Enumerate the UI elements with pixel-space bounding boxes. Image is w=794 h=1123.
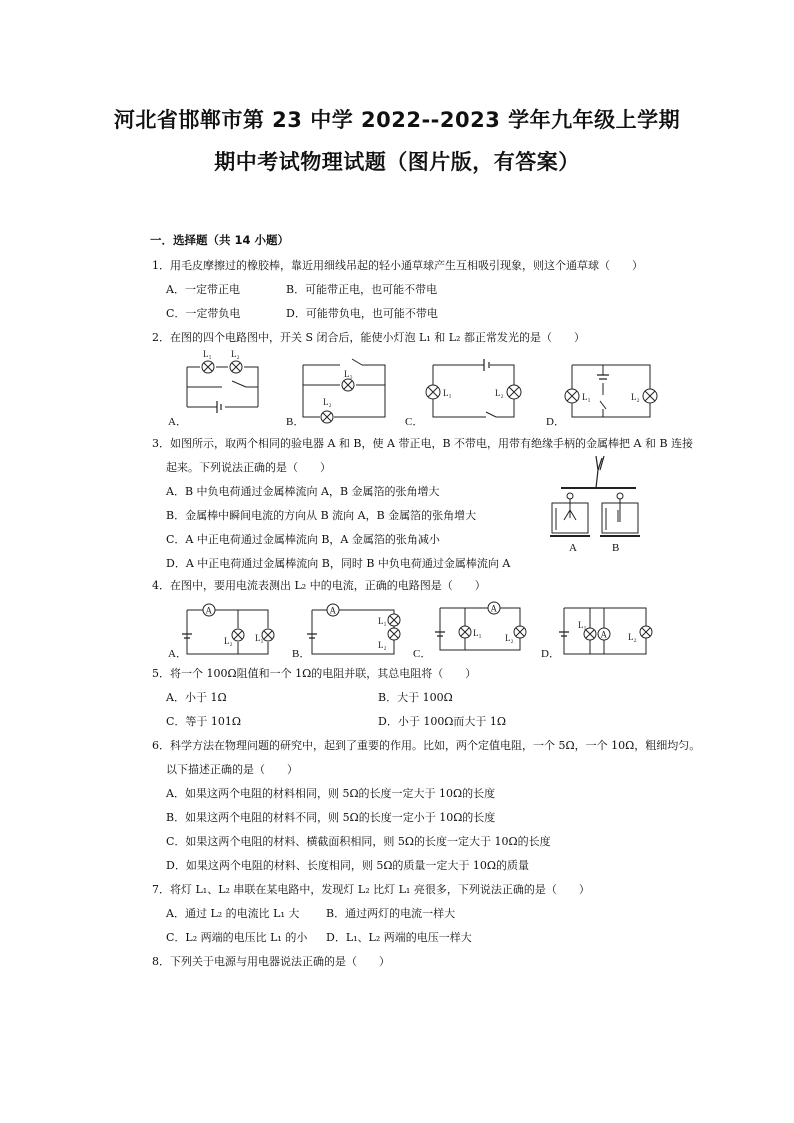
q3-option-c: C．A 中正电荷通过金属棒流向 B，A 金属箔的张角减小 xyxy=(166,533,440,546)
q2-label-d: D． xyxy=(546,416,565,428)
q2-a-l1: L₁ xyxy=(203,349,212,359)
q2-c-l1: L₁ xyxy=(443,388,452,398)
document-title-line1: 河北省邯郸市第 23 中学 2022--2023 学年九年级上学期 xyxy=(113,108,681,132)
q4-b-ammeter: A xyxy=(329,605,336,616)
q4-a-ammeter: A xyxy=(205,605,212,616)
q4-d-l1: L₁ xyxy=(578,620,587,630)
q6-option-d: D．如果这两个电阻的材料、长度相同，则 5Ω的质量一定大于 10Ω的质量 xyxy=(166,859,530,872)
q7-option-a: A．通过 L₂ 的电流比 L₁ 大 xyxy=(166,907,300,920)
section-heading: 一．选择题（共 14 小题） xyxy=(150,233,290,247)
q2-d-l2: L₂ xyxy=(631,392,640,402)
q4-circuit-a xyxy=(182,604,274,654)
q5-option-b: B．大于 100Ω xyxy=(378,691,453,704)
q3-figure-label-b: B xyxy=(612,542,620,554)
q2-label-a: A． xyxy=(168,416,187,428)
q4-c-ammeter: A xyxy=(490,603,497,614)
q4-b-l2: L₂ xyxy=(378,640,387,650)
q6-stem-2: 以下描述正确的是（ ） xyxy=(166,763,298,776)
q5-option-c: C．等于 101Ω xyxy=(166,715,242,728)
q2-circuit-a xyxy=(187,349,258,413)
q3-option-b: B．金属棒中瞬间电流的方向从 B 流向 A，B 金属箔的张角增大 xyxy=(166,509,477,522)
q2-b-l2: L₂ xyxy=(323,397,332,407)
q5-option-a: A．小于 1Ω xyxy=(166,691,227,704)
q3-option-a: A．B 中负电荷通过金属棒流向 A，B 金属箔的张角增大 xyxy=(166,485,440,498)
q2-label-c: C． xyxy=(405,416,424,428)
q3-figure-label-a: A xyxy=(569,542,577,554)
q2-c-l2: L₂ xyxy=(495,388,504,398)
q4-a-l2: L₂ xyxy=(224,636,233,646)
q2-circuit-c xyxy=(426,359,521,417)
q2-circuit-b xyxy=(303,359,385,423)
q2-circuits xyxy=(0,345,794,435)
q4-circuits xyxy=(0,596,794,666)
q2-d-l1: L₁ xyxy=(582,392,591,402)
q6-option-c: C．如果这两个电阻的材料、横截面积相同，则 5Ω的长度一定大于 10Ω的长度 xyxy=(166,835,551,848)
q7-option-b: B．通过两灯的电流一样大 xyxy=(326,907,456,920)
q6-option-a: A．如果这两个电阻的材料相同，则 5Ω的长度一定大于 10Ω的长度 xyxy=(166,787,496,800)
q4-label-a: A． xyxy=(168,648,187,660)
q4-b-l1: L₁ xyxy=(378,616,387,626)
q1-stem: 1．用毛皮摩擦过的橡胶棒，靠近用细线吊起的轻小通草球产生互相吸引现象，则这个通草球（ ） xyxy=(152,259,643,272)
q3-electroscope-figure xyxy=(546,448,646,548)
q4-c-l2: L₂ xyxy=(505,633,514,643)
q7-stem: 7．将灯 L₁、L₂ 串联在某电路中，发现灯 L₂ 比灯 L₁ 亮很多，下列说法正确的是（ ） xyxy=(152,883,590,896)
q2-b-l1: L₁ xyxy=(344,369,353,379)
q1-option-b: B．可能带正电，也可能不带电 xyxy=(286,283,438,296)
q8-stem: 8．下列关于电源与用电器说法正确的是（ ） xyxy=(152,955,390,968)
q4-label-b: B． xyxy=(292,648,311,660)
q1-option-c: C．一定带负电 xyxy=(166,307,241,320)
q4-a-l1: L₁ xyxy=(255,633,264,643)
q7-option-c: C．L₂ 两端的电压比 L₁ 的小 xyxy=(166,931,308,944)
q4-circuit-d xyxy=(559,608,652,654)
document-title-line2: 期中考试物理试题（图片版，有答案） xyxy=(214,150,580,174)
q4-c-l1: L₁ xyxy=(473,628,482,638)
q6-option-b: B．如果这两个电阻的材料不同，则 5Ω的长度一定小于 10Ω的长度 xyxy=(166,811,496,824)
q4-stem: 4．在图中，要用电流表测出 L₂ 中的电流，正确的电路图是（ ） xyxy=(152,579,486,592)
q2-circuit-d xyxy=(565,365,657,417)
q1-option-d: D．可能带负电，也可能不带电 xyxy=(286,307,438,320)
q5-stem: 5．将一个 100Ω阻值和一个 1Ω的电阻并联，其总电阻将（ ） xyxy=(152,667,477,680)
q2-a-l2: L₂ xyxy=(231,349,240,359)
q3-option-d: D．A 中正电荷通过金属棒流向 B，同时 B 中负电荷通过金属棒流向 A xyxy=(166,557,511,570)
q4-label-c: C． xyxy=(413,648,432,660)
q4-circuit-c xyxy=(435,602,526,650)
q4-d-ammeter: A xyxy=(600,629,607,640)
q6-stem-1: 6．科学方法在物理问题的研究中，起到了重要的作用。比如，两个定值电阻，一个 5Ω，一个 10Ω，粗细均匀。 xyxy=(152,739,701,752)
q4-label-d: D． xyxy=(541,648,560,660)
q1-option-a: A．一定带正电 xyxy=(166,283,240,296)
q7-option-d: D．L₁、L₂ 两端的电压一样大 xyxy=(326,931,472,944)
q3-stem-1: 3．如图所示，取两个相同的验电器 A 和 B，使 A 带正电，B 不带电，用带有绝缘手柄的金属棒把 A 和 B 连接 xyxy=(152,437,694,450)
q4-d-l2: L₂ xyxy=(628,632,637,642)
q4-circuit-b xyxy=(307,604,400,654)
q2-stem: 2．在图的四个电路图中，开关 S 闭合后，能使小灯泡 L₁ 和 L₂ 都正常发光的是（ ） xyxy=(152,331,585,344)
q5-option-d: D．小于 100Ω而大于 1Ω xyxy=(378,715,507,728)
q2-label-b: B． xyxy=(286,416,305,428)
q3-stem-2: 起来。下列说法正确的是（ ） xyxy=(166,461,331,474)
